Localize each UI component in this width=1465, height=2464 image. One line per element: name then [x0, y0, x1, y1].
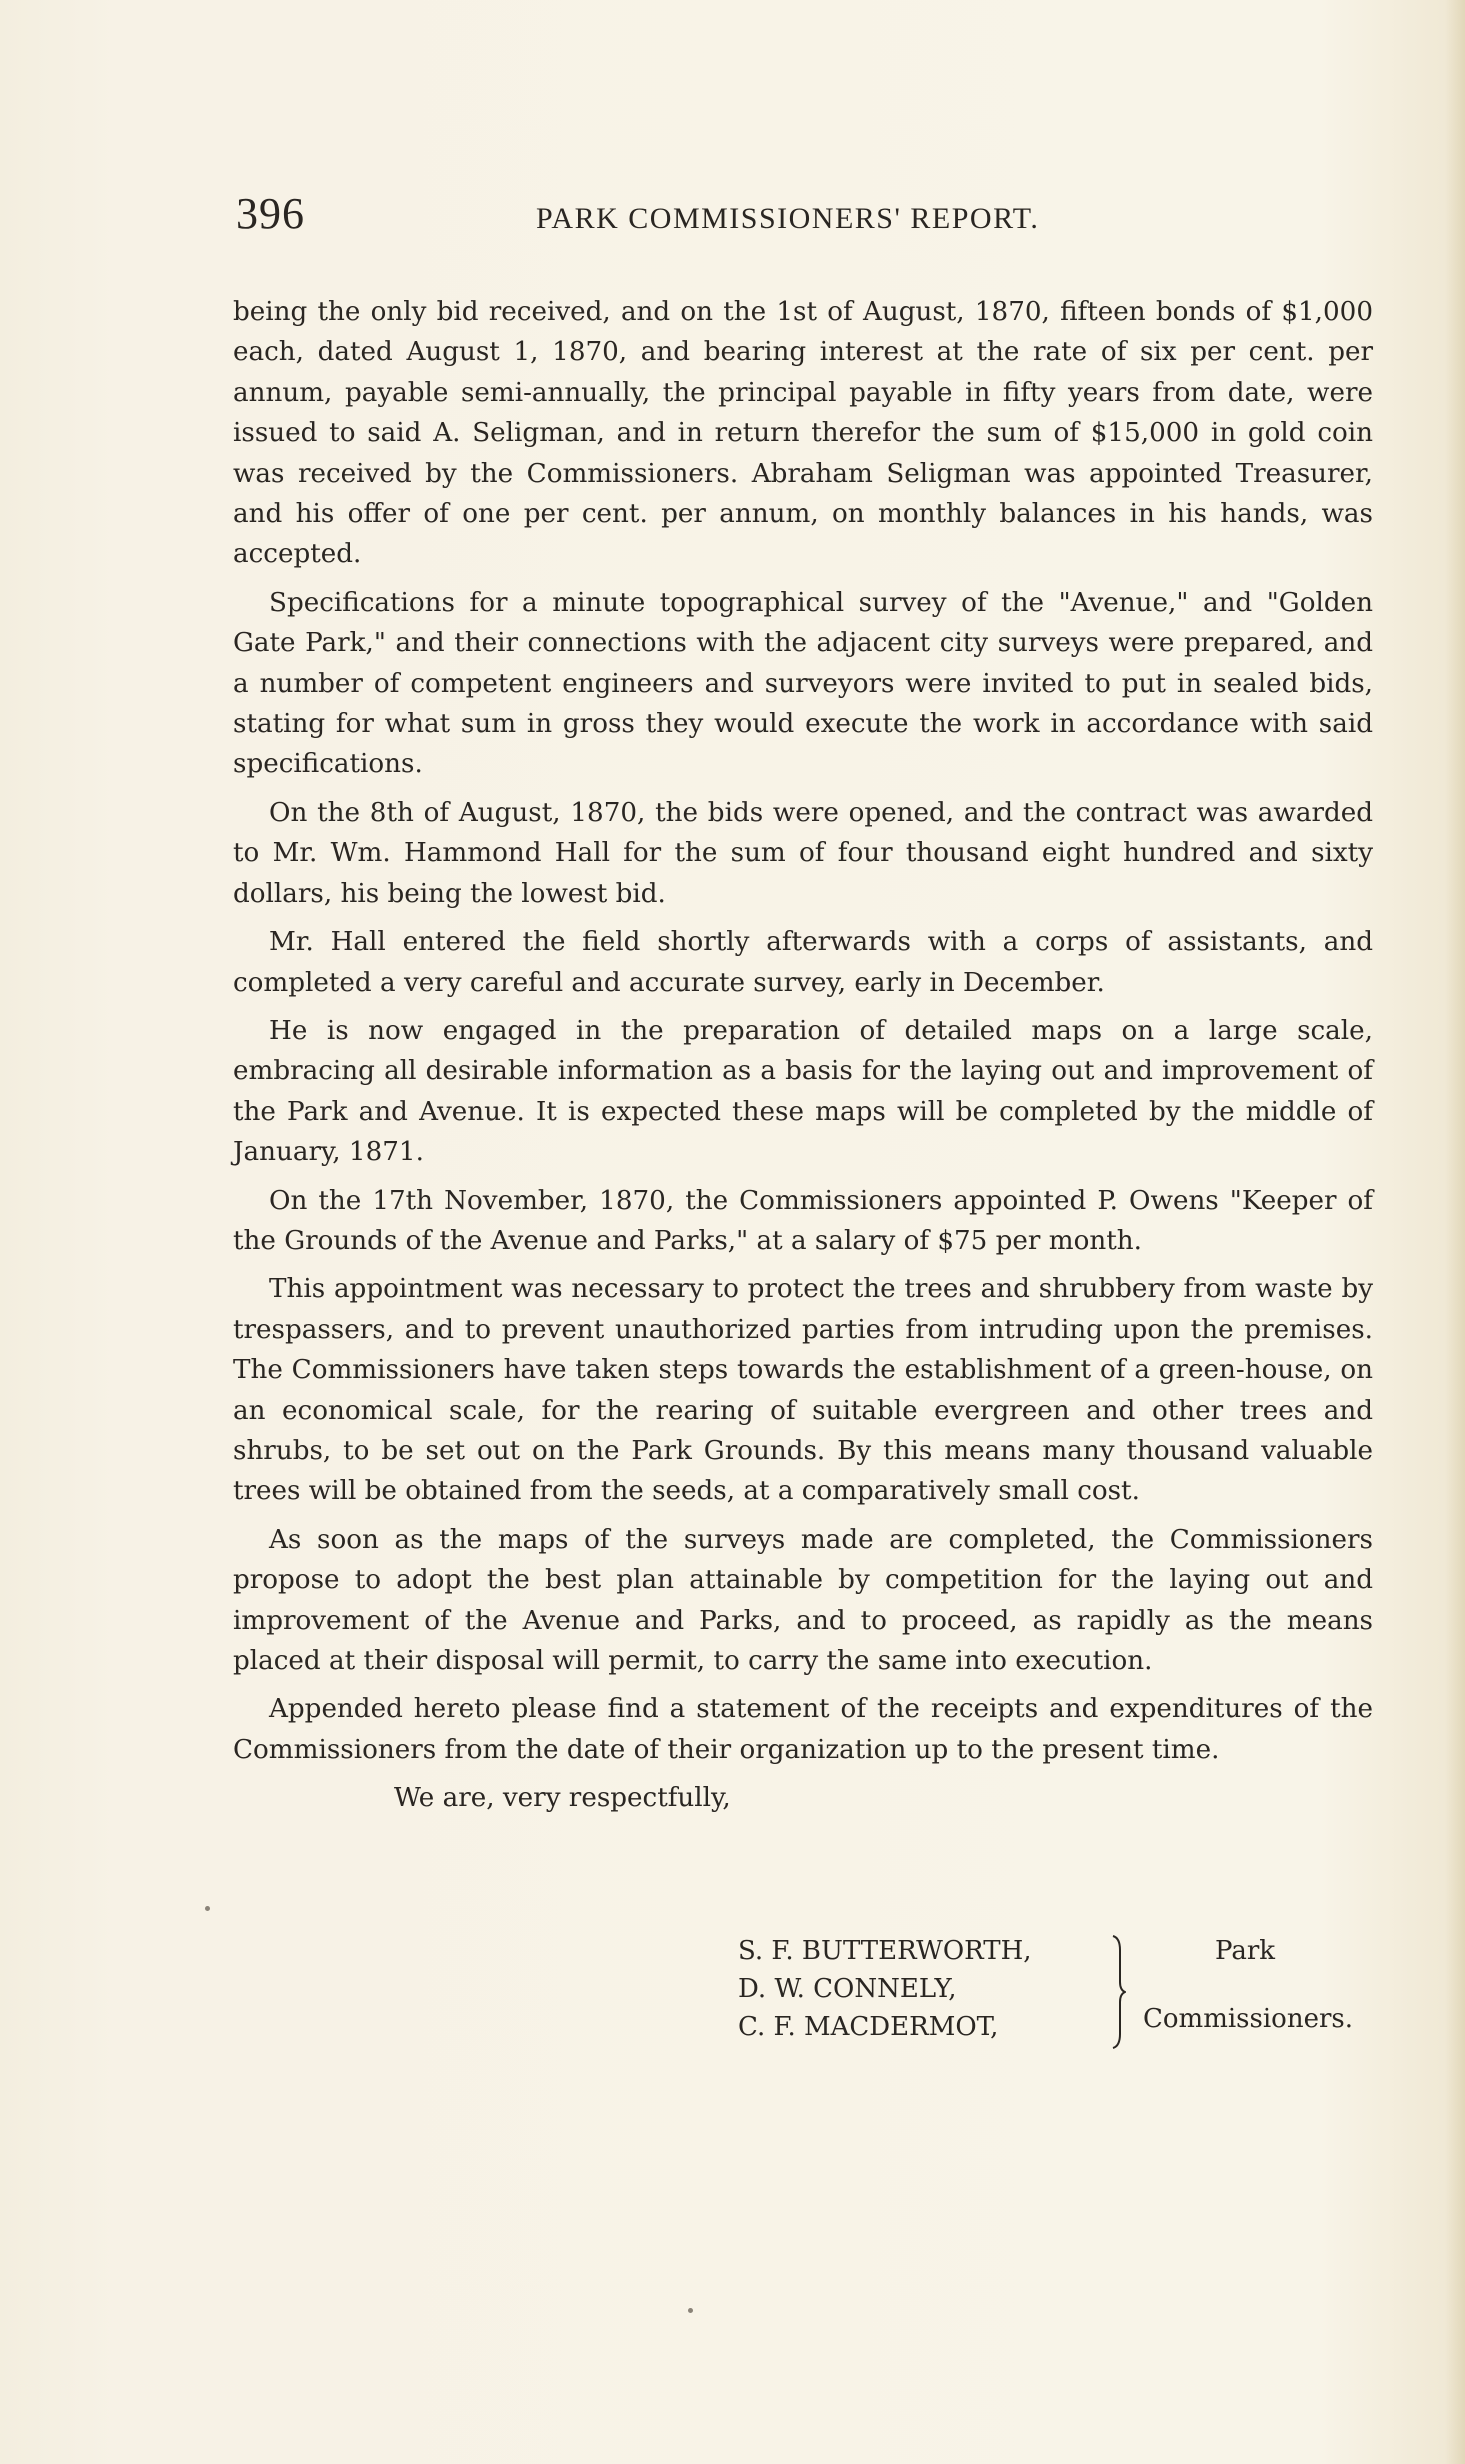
paragraph-9: Appended hereto please find a statement of the receipts and expenditures of the Commissioners from the date of their organization up to the present time.: [233, 1694, 1373, 1765]
signatory-names: [738, 1932, 1032, 2046]
paragraph-2: Specifications for a minute topographical survey of the "Avenue," and "Golden Gate Park," and their connections with the adjacent city surveys were prepared, and a number of competent engineers and surveyors were invited to put in sealed bids, stating for what sum in gross they would execute the work in accordance with said specifications.: [233, 587, 1373, 780]
paragraph-1: being the only bid received, and on the 1st of August, 1870, fifteen bonds of $1,000 each, dated August 1, 1870, and bearing interest at the rate of six per cent. per annum, payable semi-annually, the principal payable in fifty years from date, were issued to said A. Seligman, and in return therefor the sum of $15,000 in gold coin was received by the Commissioners. Abraham Seligman was appointed Treasurer, and his offer of one per cent. per annum, on monthly balances in his hands, was accepted.: [233, 297, 1373, 570]
closing-salutation: We are, very respectfully,: [394, 1783, 731, 1814]
office-title-line-1: Park: [1215, 1936, 1276, 1966]
running-title: PARK COMMISSIONERS' REPORT.: [536, 202, 1040, 235]
paragraph-8: As soon as the maps of the surveys made are completed, the Commissioners propose to adopt the best plan attainable by competition for the laying out and improvement of the Avenue and Parks, and to proceed, as rapidly as the means placed at their disposal will permit, to carry the same into execution.: [233, 1524, 1373, 1676]
paragraph-5: He is now engaged in the preparation of detailed maps on a large scale, embracing all desirable information as a basis for the laying out and improvement of the Park and Avenue. It is expected these maps will be completed by the middle of January, 1871.: [233, 1015, 1373, 1168]
office-title-line-2: Commissioners.: [1143, 2004, 1353, 2034]
signatory-name: D. W. CONNELY,: [738, 1974, 957, 2004]
signatory-name: C. F. MACDERMOT,: [738, 2012, 999, 2042]
signature-block: [738, 1932, 1378, 2064]
signatory-name: S. F. BUTTERWORTH,: [738, 1936, 1032, 1966]
paragraph-6: On the 17th November, 1870, the Commissioners appointed P. Owens "Keeper of the Grounds of the Avenue and Parks," at a salary of $75 per month.: [233, 1185, 1373, 1256]
page-edge-shade: [1445, 0, 1465, 2464]
curly-brace-icon: [1110, 1934, 1126, 2050]
page-number: 396: [236, 189, 305, 238]
paragraph-3: On the 8th of August, 1870, the bids were opened, and the contract was awarded to Mr. Wm. Hammond Hall for the sum of four thousand eight hundred and sixty dollars, his being the lowest bid.: [233, 797, 1373, 909]
paragraph-7: This appointment was necessary to protect the trees and shrubbery from waste by trespassers, and to prevent unauthorized parties from intruding upon the premises. The Commissioners have taken steps towards the establishment of a green-house, on an economical scale, for the rearing of suitable evergreen and other trees and shrubs, to be set out on the Park Grounds. By this means many thousand valuable trees will be obtained from the seeds, at a comparatively small cost.: [233, 1274, 1373, 1507]
report-body: [233, 292, 1373, 1826]
paragraph-4: Mr. Hall entered the field shortly afterwards with a corps of assistants, and completed a very careful and accurate survey, early in December.: [233, 927, 1373, 998]
print-speck: [688, 2308, 693, 2313]
print-speck: [205, 1906, 210, 1911]
page-header: [236, 188, 1386, 248]
